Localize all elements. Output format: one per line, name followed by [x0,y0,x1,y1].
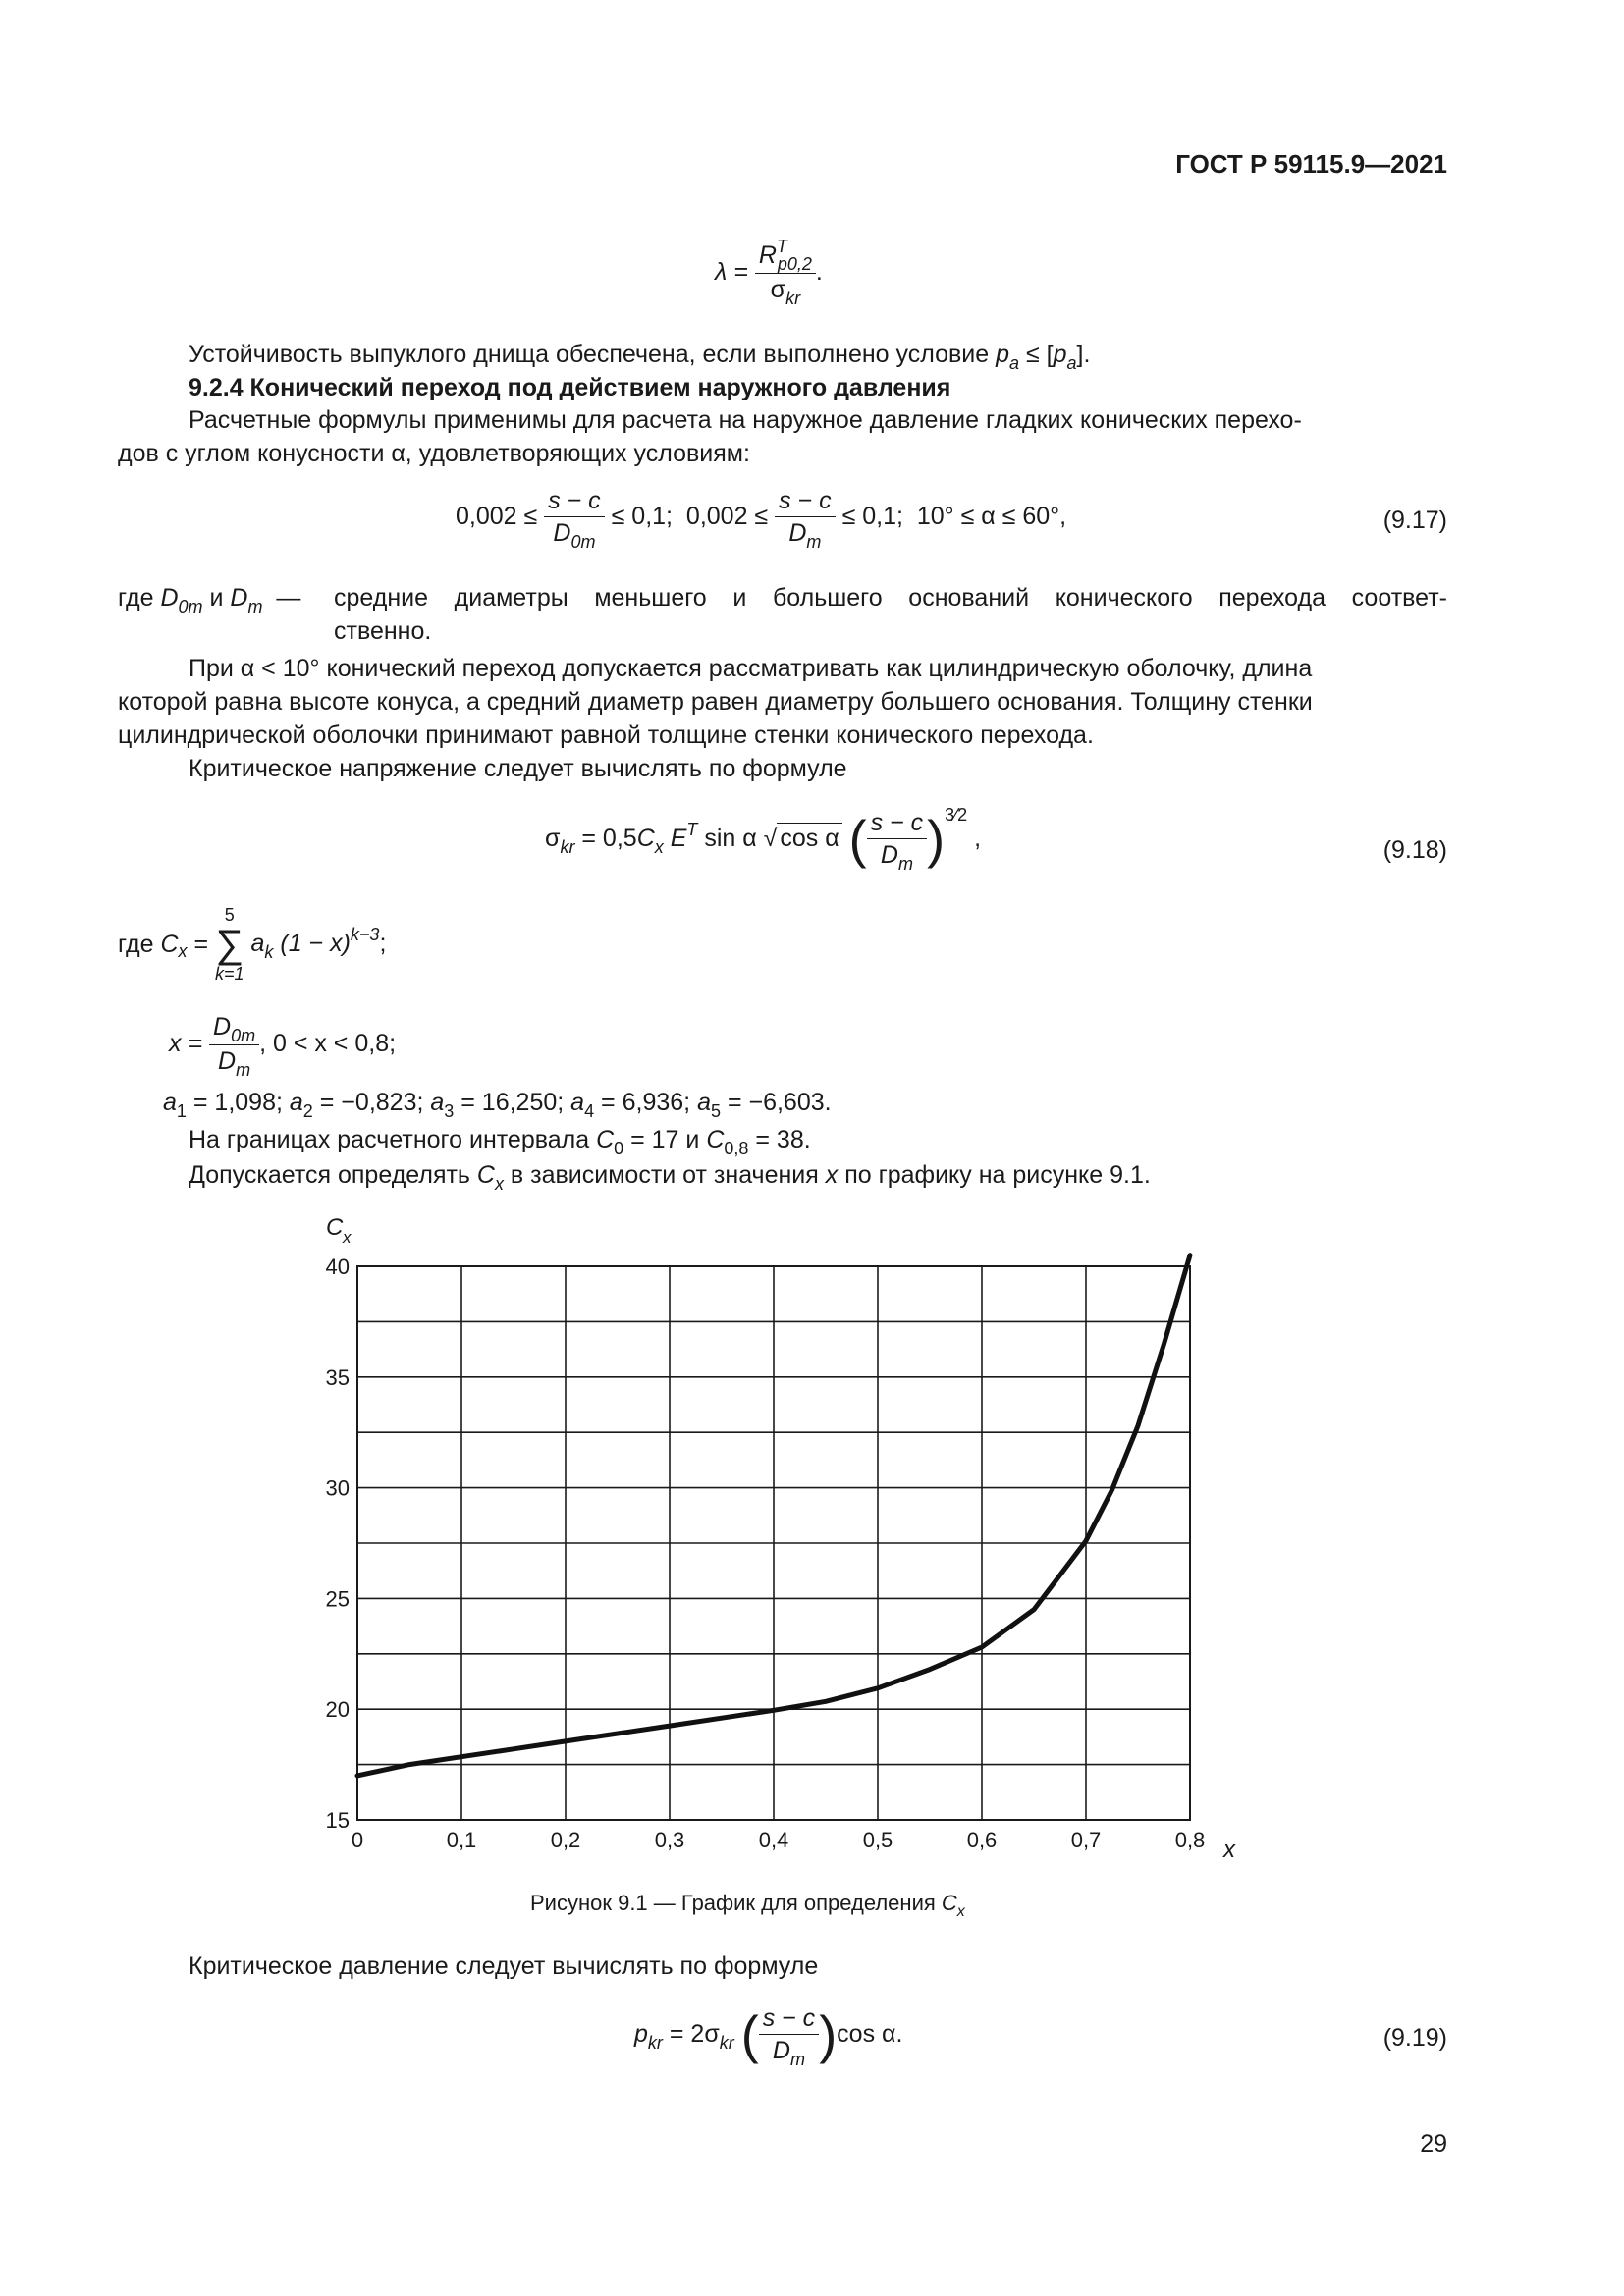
x-definition: x = $\frac{D_{0m}}{D_m}$ , 0 < x < 0,8; [169,1013,397,1080]
y-tick-label: 40 [325,1255,350,1279]
page-number: 29 [1420,2130,1447,2158]
where-diameters: где $D_{0m}$ и $D_m$ — [118,584,301,616]
y-tick-label: 30 [325,1475,350,1501]
x-tick-label: 0 [351,1828,364,1852]
cx-chart [295,1207,1257,1865]
x-tick-label: 0,5 [862,1828,893,1852]
paragraph-bounds: На границах расчетного интервала $C_0 = 17$ и $C_{0,8} = 38$. [189,1126,811,1158]
paragraph-small-angle-line2: которой равна высоте конуса, а средний диаметр равен диаметру большего основания. Толщину стенки [118,688,1313,716]
y-axis-label-sub: x [343,1228,352,1247]
x-tick-label: 0,6 [966,1828,998,1852]
x-axis-label: x [1223,1837,1235,1863]
equation-9-17: 0,002 ≤ $\frac{s - c}{D_{0m}}$ ≤ 0,1; 0,002 ≤ $\frac{s - c}{D_m}$ ≤ 0,1; 10° ≤ α ≤ 60°, [456,487,1067,552]
x-tick-label: 0,8 [1174,1828,1206,1852]
where-diameters-desc-line2: ственно. [334,617,432,645]
equation-number-9-19: (9.19) [1382,2024,1447,2052]
where-cx-sum: где $C_x$ = 5 ∑ k=1 $a_k$ $(1 - x)^{k-3}$; [118,905,387,984]
lambda-formula: λ = $\frac{R^T_{p0,2}}{\sigma_{kr}}$ . [715,237,823,308]
x-tick-label: 0,7 [1070,1828,1102,1852]
paragraph-small-angle-line3: цилиндрической оболочки принимают равной толщине стенки конического перехода. [118,721,1094,749]
document-header: ГОСТ Р 59115.9—2021 [1175,149,1447,179]
equation-number-9-17: (9.17) [1382,507,1447,534]
chart-tick-labels [326,1255,1206,1852]
paragraph-applicability-line1: Расчетные формулы применимы для расчета на наружное давление гладких конических перехо- [189,406,1302,434]
y-tick-label: 35 [325,1364,350,1390]
x-tick-label: 0,4 [758,1828,789,1852]
y-tick-label: 25 [325,1586,350,1612]
section-title: 9.2.4 Конический переход под действием наружного давления [189,374,951,401]
equation-9-18: $\sigma_{kr} = 0,5C_x$ $E^T$ sin α √ cos α ( $\frac{s - c}{D_m}$ )$^{3⁄2}$ , [545,805,982,874]
paragraph-stability-condition: Устойчивость выпуклого днища обеспечена, если выполнено условие $p_a \le [p_a]$. [189,341,1091,373]
paragraph-critical-pressure: Критическое давление следует вычислять по формуле [189,1952,819,1980]
equation-number-9-18: (9.18) [1382,836,1447,864]
x-tick-label: 0,2 [550,1828,581,1852]
x-tick-label: 0,1 [446,1828,477,1852]
chart-grid [357,1266,1190,1820]
where-diameters-desc-line1: средние диаметры меньшего и большего оснований конического перехода соответ- [334,584,1447,612]
y-tick-label: 15 [325,1808,350,1833]
paragraph-small-angle-line1: При α < 10° конический переход допускается рассматривать как цилиндрическую оболочку, длина [189,655,1313,682]
y-tick-label: 20 [325,1697,350,1723]
paragraph-critical-stress: Критическое напряжение следует вычислять по формуле [189,755,847,782]
paragraph-graph-reference: Допускается определять $C_x$ в зависимости от значения x по графику на рисунке 9.1. [189,1161,1151,1194]
paragraph-applicability-line2: дов с углом конусности α, удовлетворяющих условиям: [118,440,750,467]
figure-caption: Рисунок 9.1 — График для определения $C_x$ [530,1891,965,1920]
x-tick-label: 0,3 [654,1828,685,1852]
y-axis-label: C [326,1214,344,1241]
equation-9-19: $p_{kr} = 2\sigma_{kr}$ ( $\frac{s - c}{D_m}$ )cos α. [634,2004,903,2069]
coefficients-list: $a_1 = 1,098$; $a_2 = -0,823$; $a_3 = 16,250$; $a_4 = 6,936$; $a_5 = -6,603$. [163,1089,832,1121]
